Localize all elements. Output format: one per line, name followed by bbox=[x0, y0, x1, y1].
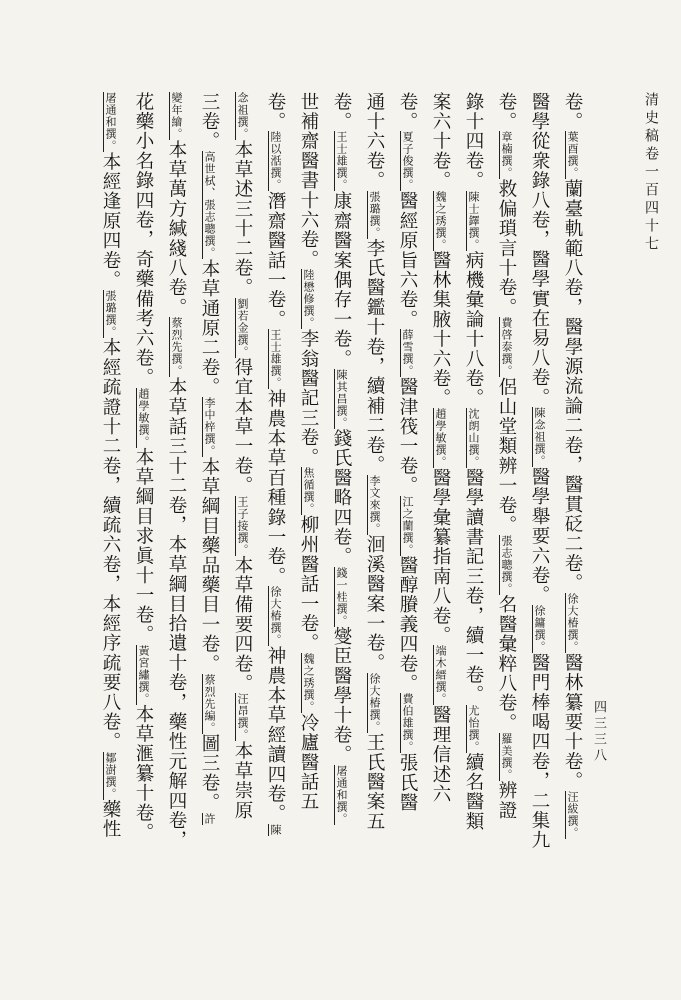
author-note: 陸以湉撰。 bbox=[269, 131, 282, 192]
main-text: 卷。 bbox=[562, 92, 583, 132]
author-note: 蔡烈先編。 bbox=[203, 673, 216, 734]
author-note: 劉若金撰。 bbox=[236, 297, 249, 358]
main-text: 本經逢原四卷。 bbox=[100, 152, 121, 290]
main-text: 錄十四卷。 bbox=[463, 92, 484, 191]
author-note: 高世栻、張志聰撰。 bbox=[203, 151, 216, 260]
author-note: 江之蘭撰。 bbox=[401, 495, 414, 556]
main-text: 柳州醫話一卷。 bbox=[298, 515, 319, 654]
main-text: 圖三卷。 bbox=[199, 733, 220, 813]
main-text: 本草滙纂十卷。 bbox=[133, 704, 154, 843]
main-text: 續名醫類 bbox=[463, 752, 484, 832]
main-text: 救偏瑣言十卷。 bbox=[496, 179, 517, 318]
main-text: 本草萬方緘綫八卷。 bbox=[166, 140, 187, 318]
main-text: 本草崇原 bbox=[232, 741, 253, 821]
author-note: 屠通和撰。 bbox=[104, 92, 117, 152]
text-column bbox=[194, 92, 224, 952]
main-text: 得宜本草一卷。 bbox=[232, 357, 253, 496]
running-title: 清史稿卷一百四十七 bbox=[643, 92, 659, 254]
text-column bbox=[161, 92, 191, 952]
main-text: 侶山堂類辨一卷。 bbox=[496, 377, 517, 535]
author-note: 章楠撰。 bbox=[500, 131, 513, 180]
main-text: 卷。 bbox=[265, 92, 286, 132]
text-column bbox=[128, 92, 158, 952]
author-note: 尤怡撰。 bbox=[467, 704, 480, 753]
text-column bbox=[293, 92, 323, 952]
author-note: 趙學敏撰。 bbox=[137, 387, 150, 448]
main-text: 案六十卷。 bbox=[430, 92, 451, 191]
main-text: 卷。 bbox=[496, 92, 517, 132]
main-text: 本草備要四卷。 bbox=[232, 555, 253, 694]
main-text: 藥性 bbox=[100, 799, 121, 840]
main-text: 蘭臺軌範八卷，醫學源流論二卷，醫貫砭二卷。 bbox=[562, 179, 583, 594]
author-note: 陳其昌撰。 bbox=[335, 368, 348, 429]
author-note: 徐鏞撰。 bbox=[533, 605, 546, 654]
text-column bbox=[557, 92, 587, 952]
main-text: 世補齋醫書十六卷。 bbox=[298, 92, 319, 270]
main-text: 神農本草百種錄一卷。 bbox=[265, 389, 286, 587]
author-note: 沈朗山撰。 bbox=[467, 408, 480, 469]
author-note: 費伯雄撰。 bbox=[401, 693, 414, 754]
author-note: 魏之琇撰。 bbox=[302, 653, 315, 714]
author-note: 趙學敏撰。 bbox=[434, 408, 447, 469]
author-note: 夏子俊撰。 bbox=[401, 131, 414, 192]
author-note: 汪紱撰。 bbox=[566, 791, 579, 840]
main-text: 本草話三十二卷，本草綱目拾遺十卷，藥性元解四卷， bbox=[166, 377, 187, 851]
main-text: 卷。 bbox=[397, 92, 418, 132]
author-note: 徐大椿撰。 bbox=[566, 593, 579, 654]
text-column bbox=[326, 92, 356, 952]
main-text: 醫林集腋十六卷。 bbox=[430, 250, 451, 409]
author-note: 徐大椿撰。 bbox=[368, 672, 381, 733]
main-text: 錢氏醫略四卷。 bbox=[331, 428, 352, 567]
author-note: 張璐撰。 bbox=[104, 289, 117, 338]
author-note: 變年繪。 bbox=[170, 92, 183, 140]
main-text: 康齋醫案偶存一卷。 bbox=[331, 191, 352, 369]
author-note: 費啓泰撰。 bbox=[500, 317, 513, 378]
author-note: 陳士鐸撰。 bbox=[467, 190, 480, 251]
main-text: 洄溪醫案一卷。 bbox=[364, 534, 385, 673]
main-text: 李翁醫記三卷。 bbox=[298, 329, 319, 468]
main-text: 潛齋醫話一卷。 bbox=[265, 191, 286, 330]
main-text: 醫學舉要六卷。 bbox=[529, 467, 550, 606]
main-text: 燮臣醫學十卷。 bbox=[331, 626, 352, 765]
main-text: 三卷。 bbox=[199, 92, 220, 152]
author-note: 汪昂撰。 bbox=[236, 693, 249, 742]
author-note: 葉酉撰。 bbox=[566, 131, 579, 180]
main-text: 醫林纂要十卷。 bbox=[562, 653, 583, 792]
text-column bbox=[95, 92, 125, 952]
text-column bbox=[524, 92, 554, 952]
author-note: 徐大椿撰。 bbox=[269, 586, 282, 647]
author-note: 陳念祖撰。 bbox=[533, 407, 546, 468]
author-note: 蔡烈先撰。 bbox=[170, 317, 183, 378]
author-note: 薛雪撰。 bbox=[401, 329, 414, 378]
main-text: 醫學彙纂指南八卷。 bbox=[430, 468, 451, 646]
author-note: 許 bbox=[203, 812, 216, 825]
main-text: 通十六卷。 bbox=[364, 92, 385, 191]
author-note: 李文來撰。 bbox=[368, 474, 381, 535]
text-column bbox=[260, 92, 290, 952]
main-text: 本草綱目藥品藥目一卷。 bbox=[199, 457, 220, 674]
author-note: 李中梓撰。 bbox=[203, 397, 216, 458]
author-note: 陸懋修撰。 bbox=[302, 269, 315, 330]
text-column bbox=[359, 92, 389, 952]
author-note: 錢一桂撰。 bbox=[335, 566, 348, 627]
author-note: 屠通和撰。 bbox=[335, 764, 348, 825]
author-note: 端木縉撰。 bbox=[434, 645, 447, 706]
main-text: 冷廬醫話五 bbox=[298, 713, 319, 812]
author-note: 陳 bbox=[269, 823, 282, 836]
author-note: 王士雄撰。 bbox=[269, 329, 282, 390]
text-column bbox=[392, 92, 422, 952]
main-text: 本草綱目求眞十一卷。 bbox=[133, 447, 154, 645]
text-column bbox=[227, 92, 257, 952]
main-text: 神農本草經讀四卷。 bbox=[265, 646, 286, 824]
author-note: 王子接撰。 bbox=[236, 495, 249, 556]
main-text: 醫醇賸義四卷。 bbox=[397, 555, 418, 694]
main-text: 醫經原旨六卷。 bbox=[397, 191, 418, 330]
main-text: 李氏醫鑑十卷，續補二卷。 bbox=[364, 238, 385, 475]
main-text: 醫津筏一卷。 bbox=[397, 377, 418, 496]
main-text: 醫學讀書記三卷，續一卷。 bbox=[463, 468, 484, 705]
main-text: 本經疏證十二卷，續疏六卷，本經序疏要八卷。 bbox=[100, 337, 121, 752]
main-text: 花藥小名錄四卷，奇藥備考六卷。 bbox=[133, 92, 154, 388]
text-column bbox=[458, 92, 488, 952]
author-note: 王士雄撰。 bbox=[335, 131, 348, 192]
main-text: 醫理信述六 bbox=[430, 705, 451, 804]
main-text: 王氏醫案五 bbox=[364, 732, 385, 832]
author-note: 張璐撰。 bbox=[368, 190, 381, 239]
author-note: 念祖撰。 bbox=[236, 92, 249, 140]
main-text: 醫學從衆錄八卷，醫學實在易八卷。 bbox=[529, 92, 550, 408]
main-text: 醫門棒喝四卷，二集九 bbox=[529, 653, 550, 851]
author-note: 張志聰撰。 bbox=[500, 534, 513, 595]
main-text: 名醫彙粹八卷。 bbox=[496, 594, 517, 733]
main-text: 本草述三十二卷。 bbox=[232, 140, 253, 298]
text-column bbox=[491, 92, 521, 952]
main-text: 本草通原二卷。 bbox=[199, 259, 220, 398]
text-column bbox=[425, 92, 455, 952]
main-text: 張氏醫 bbox=[397, 753, 418, 813]
author-note: 鄒澍撰。 bbox=[104, 751, 117, 800]
author-note: 羅美撰。 bbox=[500, 732, 513, 781]
author-note: 魏之琇撰。 bbox=[434, 190, 447, 251]
author-note: 黃宮繡撰。 bbox=[137, 644, 150, 705]
main-text: 辨證 bbox=[496, 780, 517, 821]
page-number: 四三三八 bbox=[591, 700, 606, 764]
main-text: 卷。 bbox=[331, 92, 352, 132]
main-text: 病機彙論十八卷。 bbox=[463, 250, 484, 409]
author-note: 焦循撰。 bbox=[302, 467, 315, 516]
